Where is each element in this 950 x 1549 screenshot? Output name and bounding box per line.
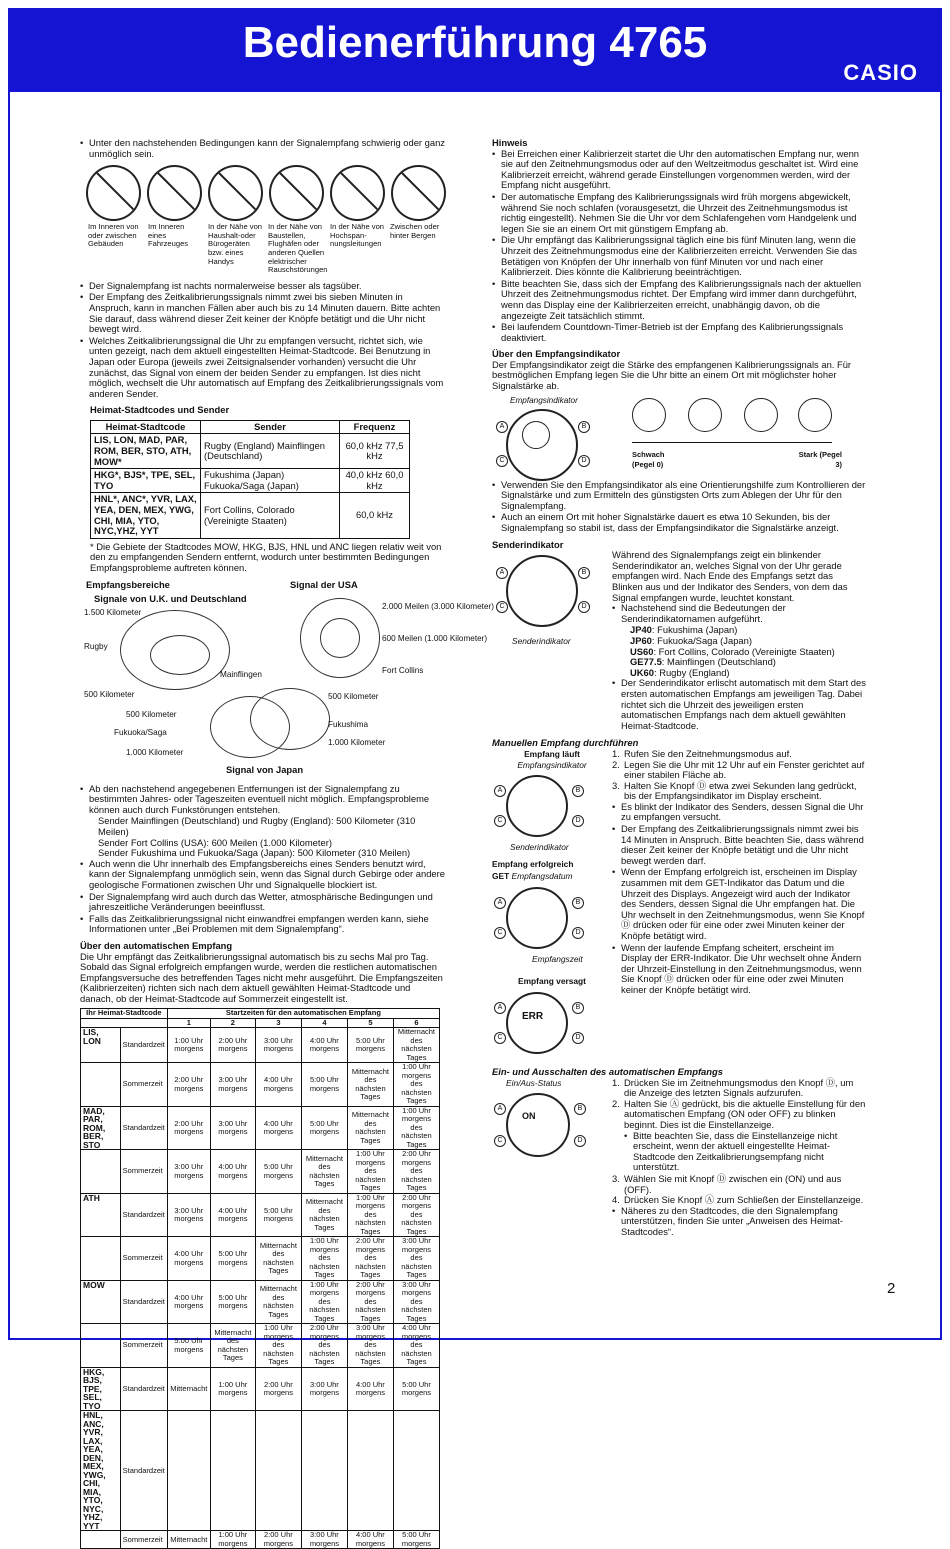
list-item: • Wenn der Empfang erfolgreich ist, erscheinen im Display zusammen mit dem GET-Indikator das Datum und die Uhrzeit des Displays. Angezeigt wird auch der Indikator des Senders, dessen Signal die Uhr empfangen hat. Die Uhr wechselt in den Zeitnehmungsmodus, wenn Sie Knopf Ⓓ drücken oder für eine oder zwei Minuten keiner der Knöpfe betätigt wird. — [612, 866, 865, 941]
table-row: HKG*, BJS*, TPE, SEL, TYO Fukushima (Japan) Fukuoka/Saga (Japan) 40,0 kHz 60,0 kHz — [91, 469, 410, 493]
reception-maps: Empfangsbereiche Signal der USA Signale von U.K. und Deutschland 1.500 Kilometer Rugby Mainflingen 500 Kilometer 2.000 Meilen (3.000 Kilometer) 600 Meilen (1.000 Kilometer) Fort Collins 500 Kilometer 500 Kilometer Fukuoka/Saga Fukushima 1.000 Kilometer 1.000 Kilometer Signal von Japan — [84, 578, 494, 775]
table-row: Sommerzeit 4:00 Uhr morgens 5:00 Uhr morgens Mitternacht des nächsten Tages 1:00 Uhr morgens des nächsten Tages 2:00 Uhr morgens des nächsten Tages 3:00 Uhr morgens des nächsten Tages — [81, 1237, 440, 1281]
bullet-list-1 — [80, 281, 446, 400]
brand-logo: CASIO — [843, 60, 918, 85]
onoff-section: Ein/Aus-Status ON A B C D 1. Drücken Sie im Zeitnehmungsmodus den Knopf Ⓓ, um die Anzeige des letzten Signals aufzurufen. 2. Halten Sie Ⓐ gedrückt, bis die aktuelle Einstellung für den automatischen Empfang (ON oder OFF) zu blinken beginnt. Dies ist die Einstellanzeige. • Bitte beachten Sie, dass die Einstellanzeige nicht erscheint, wenn der aktuell eingestellte Heimat-Stadtcode den Zeitkalibrierungsempfang nicht unterstützt. 3. Wählen Sie mit Knopf Ⓓ zwischen ein (ON) und aus (OFF). 4. Drücken Sie Knopf Ⓐ zum Schließen der Einstellanzeige. • Näheres zu den Stadtcodes, die den Signalempfang unterstützen, finden Sie unter „Anweisen des Heimat-Stadtcodes“. — [492, 1078, 866, 1239]
list-item: 4. Drücken Sie Knopf Ⓐ zum Schließen der Einstellanzeige. — [612, 1194, 864, 1206]
manual-section: Empfang läuft Empfangsindikator A B C D Senderindikator Empfang erfolgreich GET Empfangsdatum A B C D Empfangszeit Empfang versagt ERR A B C D 1. Rufen Sie den Zeitnehmungsmodus auf. 2. Legen Sie die Uhr mit 12 Uhr auf ein Fenster gerichtet auf einer stabilen Fläche ab. 3. Halten Sie Knopf Ⓓ etwa zwei Sekunden lang gedrückt, bis der Empfangsindikator im Display erscheint. • Es blinkt der Indikator des Senders, dessen Signal die Uhr zu empfangen versucht. • Der Empfang des Zeitkalibrierungssignals nimmt zwei bis 14 Minuten in Anspruch. Bitte beachten Sie, dass während dieser Zeit keiner der Knöpfe betätigt und die Uhr nicht bewegt werden darf. • Wenn der Empfang erfolgreich ist, erscheinen im Display zusammen mit dem GET-Indikator das Datum und die Uhrzeit des Displays. Angezeigt wird auch der Indikator des Senders, dessen Signal die Uhr empfangen hat. Die Uhr wechselt in den Zeitnehmungsmodus, wenn Sie Knopf Ⓓ drücken oder für eine oder zwei Minuten keiner der Knöpfe betätigt wird. • Wenn der laufende Empfang scheitert, erscheint im Display der ERR-Indikator. Die Uhr wechselt ohne Ändern der Uhrzeit-Einstellung in den Zeitnehmungsmodus, wenn Sie Knopf Ⓓ drücken oder für eine oder zwei Minuten keiner der Knöpfe betätigt wird. — [492, 749, 866, 1059]
section-heading: Senderindikator — [492, 538, 564, 550]
schedule-table: Ihr Heimat-Stadtcode Startzeiten für den automatischen Empfang 1 2 3 4 5 6 LIS, LON Standardzeit 1:00 Uhr morgens 2:00 Uhr morgens 3:00 Uhr morgens 4:00 Uhr morgens 5:00 Uhr morgens Mitternacht des nächsten Tages Sommerzeit 2:00 Uhr morgens 3:00 Uhr morgens 4:00 Uhr morgens 5:00 Uhr morgens Mitternacht des nächsten Tages 1:00 Uhr morgens des nächsten Tages MAD, PAR, ROM, BER, STO Standardzeit 2:00 Uhr morgens 3:00 Uhr morgens 4:00 Uhr morgens 5:00 Uhr morgens Mitternacht des nächsten Tages 1:00 Uhr morgens des nächsten Tages Sommerzeit 3:00 Uhr morgens 4:00 Uhr morgens 5:00 Uhr morgens Mitternacht des nächsten Tages 1:00 Uhr morgens des nächsten Tages 2:00 Uhr morgens des nächsten Tages ATH Standardzeit 3:00 Uhr morgens 4:00 Uhr morgens 5:00 Uhr morgens Mitternacht des nächsten Tages 1:00 Uhr morgens des nächsten Tages 2:00 Uhr morgens des nächsten Tages Sommerzeit 4:00 Uhr morgens 5:00 Uhr morgens Mitternacht des nächsten Tages 1:00 Uhr morgens des nächsten Tages 2:00 Uhr morgens des nächsten Tages 3:00 Uhr morgens des nächsten Tages MOW Standardzeit 4:00 Uhr morgens 5:00 Uhr morgens Mitternacht des nächsten Tages 1:00 Uhr morgens des nächsten Tages 2:00 Uhr morgens des nächsten Tages 3:00 Uhr morgens des nächsten Tages Sommerzeit 5:00 Uhr morgens Mitternacht des nächsten Tages 1:00 Uhr morgens des nächsten Tages 2:00 Uhr morgens des nächsten Tages 3:00 Uhr morgens des nächsten Tages 4:00 Uhr morgens des nächsten Tages HKG, BJS, TPE, SEL, TYO Standardzeit Mitternacht 1:00 Uhr morgens 2:00 Uhr morgens 3:00 Uhr morgens 4:00 Uhr morgens 5:00 Uhr morgens HNL, ANC, YVR, LAX, YEA, DEN, MEX, YWG, CHI, MIA, YTO, NYC, YHZ, YYT Standardzeit Sommerzeit Mitternacht 1:00 Uhr morgens 2:00 Uhr morgens 3:00 Uhr morgens 4:00 Uhr morgens 5:00 Uhr morgens — [80, 1008, 440, 1549]
page-title: Bedienerführung 4765 — [242, 18, 708, 67]
list-item: • Bitte beachten Sie, dass sich der Empfang des Kalibrierungssignals nach der aktuellen Uhrzeit des Zeitnehmungsmodus richtet. Der Empfang wird immer dann durchgeführt, wenn das Display eine der Kalibrierzeiten erreicht, unabhängig davon, ob die angezeigte Zeit tatsächlich stimmt. — [492, 277, 862, 321]
list-item: • Ab den nachstehend angegebenen Entfernungen ist der Signalempfang zu bestimmten Jahres- oder Tageszeiten eventuell nicht möglich. Empfangsprobleme können auch durch Funkstörungen entstehen. — [80, 782, 430, 815]
list-item: • Wenn der laufende Empfang scheitert, erscheint im Display der ERR-Indikator. Die Uhr wechselt ohne Ändern der Uhrzeit-Einstellung in den Zeitnehmungsmodus, wenn Sie Knopf Ⓓ drücken oder für eine oder zwei Minuten keiner der Knöpfe betätigt wird. — [612, 941, 862, 995]
table-row: Sommerzeit 3:00 Uhr morgens 4:00 Uhr morgens 5:00 Uhr morgens Mitternacht des nächsten Tages 1:00 Uhr morgens des nächsten Tages 2:00 Uhr morgens des nächsten Tages — [81, 1150, 440, 1194]
table-row: HNL, ANC, YVR, LAX, YEA, DEN, MEX, YWG, CHI, MIA, YTO, NYC, YHZ, YYT Standardzeit — [81, 1411, 440, 1531]
level-0-icon — [632, 398, 666, 432]
watch-illustration: A B C D — [492, 885, 592, 951]
list-item: US60: Fort Collins, Colorado (Vereinigte Staaten) — [630, 645, 835, 657]
table-row: MOW Standardzeit 4:00 Uhr morgens 5:00 Uhr morgens Mitternacht des nächsten Tages 1:00 Uhr morgens des nächsten Tages 2:00 Uhr morgens des nächsten Tages 3:00 Uhr morgens des nächsten Tages — [81, 1280, 440, 1324]
list-item: • Der Signalempfang wird auch durch das Wetter, atmosphärische Bedingungen und jahreszeitliche Veränderungen beeinflusst. — [80, 890, 433, 913]
appliance-icon — [208, 165, 263, 221]
sender-section: A B C D Senderindikator Während des Signalempfangs zeigt ein blinkender Senderindikator an, welches Signal von der Uhr gerade empfangen wird. Nach Ende des Empfangs setzt das Blinken aus und der Indikator des Senders, von dem das Signal empfangen wurde, leuchtet konstant. • Nachstehend sind die Bedeutungen der Senderindikatornamen aufgeführt. JP40: Fukushima (Japan) JP60: Fukuoka/Saga (Japan) US60: Fort Collins, Colorado (Vereinigte Staaten) GE77.5: Mainflingen (Deutschland) UK60: Rugby (England) • Der Senderindikator erlischt automatisch mit dem Start des ersten automatischen Empfangs am jeweiligen Tag. Dabei richtet sich die Uhrzeit des jeweiligen ersten automatischen Empfangs nach dem aktuell gewählten Heimat-Stadtcode. — [492, 550, 866, 732]
mountain-icon — [391, 165, 446, 221]
table-row: HNL*, ANC*, YVR, LAX, YEA, DEN, MEX, YWG, CHI, MIA, YTO, NYC,YHZ, YYT Fort Collins, Colorado (Vereinigte Staaten) 60,0 kHz — [91, 493, 410, 538]
page-number: 2 — [887, 1280, 896, 1297]
watch-illustration: A B C D — [492, 773, 592, 839]
right-column: Hinweis • Bei Erreichen einer Kalibrierzeit startet die Uhr den automatischen Empfang nur, wenn sie auf den Zeitnehmungsmodus oder auf den Weltzeitmodus geschaltet ist. Wird eine Kalibrierzeit erreicht, während gerade Einstellungen vorgenommen werden, wird der Empfang nicht ausgeführt. • Der automatische Empfang des Kalibrierungssignals wird früh morgens abgewickelt, während Sie noch schlafen (vorausgesetzt, die Uhrzeit des Zeitnehmungsmodus ist richtig eingestellt). Nehmen Sie die Uhr vor dem Schlafengehen vom Handgelenk und legen Sie sie an einem Ort mit günstigem Empfang ab. • Die Uhr empfängt das Kalibrierungssignal täglich eine bis fünf Minuten lang, wenn die Uhrzeit des Zeitnehmungsmodus eine der Kalibrierzeiten erreicht. Verwenden Sie das Betätigen von Knöpfen der Uhr innerhalb von fünf Minuten vor und nach einer Kalibrierzeit. Dies könnte die Kalibrierung beeinträchtigen. • Bitte beachten Sie, dass sich der Empfang des Kalibrierungssignals nach der aktuellen Uhrzeit des Zeitnehmungsmodus richtet. Der Empfang wird immer dann durchgeführt, wenn das Display eine der Kalibrierzeiten erreicht, unabhängig davon, ob die angezeigte Zeit tatsächlich stimmt. • Bei laufendem Countdown-Timer-Betrieb ist der Empfang des Kalibrierungssignals deaktiviert. Über den Empfangsindikator Der Empfangsindikator zeigt die Stärke des empfangenen Kalibrierungssignals an. Für bestmöglichen Empfang legen Sie die Uhr bitte an einem Ort mit möglichster hoher Signalstärke ab. Empfangsindikator A B C D Schwach (Pegel 0) Stark (Pegel 3) • Verwenden Sie den Empfangsindikator als eine Orientierungshilfe zum Kontrollieren der Signalstärke und zum Ermitteln des günstigsten Orts zum Ablegen der Uhr für den Signalempfang. • Auch an einem Ort mit hoher Signalstärke dauert es etwa 10 Sekunden, bis der Signalempfang so stabil ist, dass der Empfangsindikator die Signalstärke anzeigt. Senderindikator A B C D Senderindikator Während des Signalempfangs zeigt ein blinkender Senderindikator an, welches Signal von der Uhr gerade empfangen wird. Nach Ende des Empfangs setzt das Blinken aus und der Indikator des Senders, von dem das Signal empfangen wurde, leuchtet konstant. • Nachstehend sind die Bedeutungen der Senderindikatornamen aufgeführt. JP40: Fukushima (Japan) JP60: Fukuoka/Saga (Japan) US60: Fort Collins, Colorado (Vereinigte Staaten) GE77.5: Mainflingen (Deutschland) UK60: Rugby (England) • Der Senderindikator erlischt automatisch mit dem Start des ersten automatischen Empfangs am jeweiligen Tag. Dabei richtet sich die Uhrzeit des jeweiligen ersten automatischen Empfangs nach dem aktuell gewählten Heimat-Stadtcode. Manuellen Empfang durchführen Empfang läuft Empfangsindikator A B C D Senderindikator Empfang erfolgreich GET Empfangsdatum A B C D Empfangszeit Empfang versagt ERR A B C D 1. Rufen Sie den Zeitnehmungsmodus auf. 2. Legen Sie die Uhr mit 12 Uhr auf ein Fenster gerichtet auf einer stabilen Fläche ab. 3. Halten Sie Knopf Ⓓ etwa zwei Sekunden lang gedrückt, bis der Empfangsindikator im Display erscheint. • Es blinkt der Indikator des Senders, dessen Signal die Uhr zu empfangen versucht. • Der Empfang des Zeitkalibrierungssignals nimmt zwei bis 14 Minuten in Anspruch. Bitte beachten Sie, dass während dieser Zeit keiner der Knöpfe betätigt und die Uhr nicht bewegt werden darf. • Wenn der Empfang erfolgreich ist, erscheinen im Display zusammen mit dem GET-Indikator das Datum und die Uhrzeit des Displays. Angezeigt wird auch der Indikator des Senders, dessen Signal die Uhr empfangen hat. Die Uhr wechselt in den Zeitnehmungsmodus, wenn Sie Knopf Ⓓ drücken oder für eine oder zwei Minuten keiner der Knöpfe betätigt wird. • Wenn der laufende Empfang scheitert, erscheint im Display der ERR-Indikator. Die Uhr wechselt ohne Ändern der Uhrzeit-Einstellung in den Zeitnehmungsmodus, wenn Sie Knopf Ⓓ drücken oder für eine oder zwei Minuten keiner der Knöpfe betätigt wird. Ein- und Ausschalten des automatischen Empfangs Ein/Aus-Status ON A B C D 1. Drücken Sie im Zeitnehmungsmodus den Knopf Ⓓ, um die Anzeige des letzten Signals aufzurufen. 2. Halten Sie Ⓐ gedrückt, bis die aktuelle Einstellung für den automatischen Empfang (ON oder OFF) zu blinken beginnt. Dies ist die Einstellanzeige. • Bitte beachten Sie, dass die Einstellanzeige nicht erscheint, wenn der aktuell eingestellte Heimat-Stadtcode den Zeitkalibrierungsempfang nicht unterstützt. 3. Wählen Sie mit Knopf Ⓓ zwischen ein (ON) und aus (OFF). 4. Drücken Sie Knopf Ⓐ zum Schließen der Einstellanzeige. • Näheres zu den Stadtcodes, die den Signalempfang unterstützen, finden Sie unter „Anweisen des Heimat-Stadtcodes“. — [492, 137, 866, 1237]
table-row: HKG, BJS, TPE, SEL, TYO Standardzeit Mitternacht 1:00 Uhr morgens 2:00 Uhr morgens 3:00 Uhr morgens 4:00 Uhr morgens 5:00 Uhr morgens — [81, 1367, 440, 1411]
list-item: • Welches Zeitkalibrierungssignal die Uhr zu empfangen versucht, richtet sich, wie unten gezeigt, nach dem aktuell eingestellten Heimat-Stadtcode. Bei Benutzung in Japan oder Europa (jeweils zwei Zeitsignalsender vorhanden) versucht die Uhr zunächst, das Signal von einem der beiden Sender zu empfangen. Ist dies nicht möglich, wechselt die Uhr automatisch auf Empfang des Zeitkalibrierungssignals vom anderen Sender. — [80, 334, 444, 399]
list-item: 2. Legen Sie die Uhr mit 12 Uhr auf ein Fenster gerichtet auf einer stabilen Fläche ab. — [612, 758, 865, 781]
table-row: LIS, LON Standardzeit 1:00 Uhr morgens 2:00 Uhr morgens 3:00 Uhr morgens 4:00 Uhr morgens 5:00 Uhr morgens Mitternacht des nächsten Tages — [81, 1028, 440, 1063]
list-item: • Der Empfang des Zeitkalibrierungssignals nimmt zwei bis sieben Minuten in Anspruch, kann in manchen Fällen aber auch bis zu 14 Minuten dauern. Bitte achten Sie darauf, dass während dieser Zeit keiner der Knöpfe betätigt und die Uhr nicht bewegt wird. — [80, 291, 441, 335]
icon-captions: Im Inneren von oder zwischen Gebäuden Im Inneren eines Fahrzeuges In der Nähe von Haushalt-oder Bürogeräten bzw. eines Handys In der Nähe von Baustellen, Flughäfen oder anderen Quellen elektrischer Rauschstörungen In der Nähe von Hochspan-nungsleitungen Zwischen oder hinter Bergen — [88, 222, 440, 275]
watch-illustration: A B C D — [492, 407, 592, 487]
header-bar — [10, 10, 940, 92]
bullet-list-2: • Ab den nachstehend angegebenen Entfernungen ist der Signalempfang zu bestimmten Jahres- oder Tageszeiten eventuell nicht möglich. Empfangsprobleme können auch durch Funkstörungen entstehen. Sender Mainflingen (Deutschland) und Rugby (England): 500 Kilometer (310 Meilen) Sender Fort Collins (USA): 600 Meilen (1.000 Kilometer) Sender Fukushima und Fukuoka/Saga (Japan): 500 Kilometer (310 Meilen) • Auch wenn die Uhr innerhalb des Empfangsbereichs eines Senders benutzt wird, kann der Signalempfang unmöglich sein, wenn das Signal durch Gebirge oder andere geologische Formationen zwischen Uhr und Signalquelle blockiert ist. • Der Signalempfang wird auch durch das Wetter, atmosphärische Bedingungen und jahreszeitliche Veränderungen beeinflusst. • Falls das Zeitkalibrierungssignal nicht einwandfrei empfangen werden kann, siehe Informationen unter „Bei Problemen mit dem Signalempfang“. — [80, 782, 445, 935]
list-item: GE77.5: Mainflingen (Deutschland) — [630, 656, 776, 668]
usa-inner-ring — [320, 618, 360, 658]
column-number: 5 — [347, 1018, 393, 1028]
table-note: * Die Gebiete der Stadtcodes MOW, HKG, BJS, HNL und ANC liegen relativ weit von den zu empfangenden Sendern entfernt, wodurch unter bestimmten Bedingungen Empfangsprobleme auftreten können. — [90, 540, 442, 573]
table-row: MAD, PAR, ROM, BER, STO Standardzeit 2:00 Uhr morgens 3:00 Uhr morgens 4:00 Uhr morgens 5:00 Uhr morgens Mitternacht des nächsten Tages 1:00 Uhr morgens des nächsten Tages — [81, 1106, 440, 1150]
table-row: Sommerzeit 2:00 Uhr morgens 3:00 Uhr morgens 4:00 Uhr morgens 5:00 Uhr morgens Mitternacht des nächsten Tages 1:00 Uhr morgens des nächsten Tages — [81, 1063, 440, 1107]
column-number: 1 — [167, 1018, 210, 1028]
list-item: 3. Halten Sie Knopf Ⓓ etwa zwei Sekunden lang gedrückt, bis der Empfangsindikator im Display erscheint. — [612, 779, 857, 802]
level-1-icon — [688, 398, 722, 432]
list-item: 1. Rufen Sie den Zeitnehmungsmodus auf. — [612, 747, 792, 759]
list-item: • Nachstehend sind die Bedeutungen der Senderindikatornamen aufgeführt. — [612, 602, 786, 624]
strength-arrow — [632, 442, 832, 444]
list-item: • Der Signalempfang ist nachts normalerweise besser als tagsüber. — [80, 279, 362, 291]
list-item: 3. Wählen Sie mit Knopf Ⓓ zwischen ein (ON) und aus (OFF). — [612, 1173, 842, 1195]
list-item: • Die Uhr empfängt das Kalibrierungssignal täglich eine bis fünf Minuten lang, wenn die Uhrzeit des Zeitnehmungsmodus eine der Kalibrierzeiten erreicht. Verwenden Sie das Betätigen von Knöpfen der Uhr innerhalb von fünf Minuten vor und nach einer Kalibrierzeit. Dies könnte die Kalibrierung beeinträchtigen. — [492, 234, 857, 278]
list-item: 1. Drücken Sie im Zeitnehmungsmodus den Knopf Ⓓ, um die Anzeige des letzten Signals aufzurufen. — [612, 1076, 854, 1099]
station-table: Heimat-Stadtcode Sender Frequenz LIS, LON, MAD, PAR, ROM, BER, STO, ATH, MOW* Rugby (England) Mainflingen (Deutschland) 60,0 kHz 77,5 kHz HKG*, BJS*, TPE, SEL, TYO Fukushima (Japan) Fukuoka/Saga (Japan) 40,0 kHz 60,0 kHz HNL*, ANC*, YVR, LAX, YEA, DEN, MEX, YWG, CHI, MIA, YTO, NYC,YHZ, YYT Fort Collins, Colorado (Vereinigte Staaten) 60,0 kHz — [90, 420, 410, 539]
vehicle-icon — [147, 165, 202, 221]
buildings-icon — [86, 165, 141, 221]
list-item: JP40: Fukushima (Japan) — [630, 624, 738, 636]
section-heading: Ein- und Ausschalten des automatischen Empfangs — [492, 1066, 723, 1078]
table-row: LIS, LON, MAD, PAR, ROM, BER, STO, ATH, MOW* Rugby (England) Mainflingen (Deutschland) 60,0 kHz 77,5 kHz — [91, 434, 410, 469]
watch-illustration: A B C D — [492, 553, 592, 633]
list-item: • Es blinkt der Indikator des Senders, dessen Signal die Uhr zu empfangen versucht. — [612, 800, 864, 823]
section-heading: Manuellen Empfang durchführen — [492, 737, 639, 749]
uk-inner-ring — [150, 635, 210, 675]
list-item: • Der Empfang des Zeitkalibrierungssignals nimmt zwei bis 14 Minuten in Anspruch. Bitte beachten Sie, dass während dieser Zeit keiner der Knöpfe betätigt und die Uhr nicht bewegt werden darf. — [612, 823, 864, 866]
sender-code-list — [612, 625, 866, 678]
intro-bullet: • Unter den nachstehenden Bedingungen kann der Signalempfang schwierig oder ganz unmöglich sein. — [80, 137, 445, 159]
list-item: • Näheres zu den Stadtcodes, die den Signalempfang unterstützen, finden Sie unter „Anweisen des Heimat-Stadtcodes“. — [612, 1204, 843, 1237]
list-item: 2. Halten Sie Ⓐ gedrückt, bis die aktuelle Einstellung für den automatischen Empfang (ON oder OFF) zu blinken beginnt. Dies ist die Einstellanzeige. — [612, 1097, 866, 1131]
section-heading: Über den Empfangsindikator — [492, 348, 621, 360]
list-item: • Auch wenn die Uhr innerhalb des Empfangsbereichs eines Senders benutzt wird, kann der Signalempfang unmöglich sein, wenn das Signal durch Gebirge oder andere geologische Formationen zwischen Uhr und Signalquelle blockiert ist. — [80, 857, 445, 890]
table-row: Sommerzeit Mitternacht 1:00 Uhr morgens 2:00 Uhr morgens 3:00 Uhr morgens 4:00 Uhr morgens 5:00 Uhr morgens — [81, 1531, 440, 1549]
construction-icon — [269, 165, 324, 221]
list-item: JP60: Fukuoka/Saga (Japan) — [630, 634, 752, 646]
column-number: 4 — [301, 1018, 347, 1028]
watch-illustration: ON A B C D — [492, 1091, 592, 1161]
watch-illustration: ERR A B C D — [492, 990, 592, 1056]
list-item: • Der automatische Empfang des Kalibrierungssignals wird früh morgens abgewickelt, während Sie noch schlafen (vorausgesetzt, die Uhrzeit des Zeitnehmungsmodus ist richtig eingestellt). Nehmen Sie die Uhr vor dem Schlafengehen vom Handgelenk und legen Sie sie an einem Ort mit günstigem Empfang ab. — [492, 190, 857, 234]
list-item: • Verwenden Sie den Empfangsindikator als eine Orientierungshilfe zum Kontrollieren der Signalstärke und zum Ermitteln des günstigsten Orts zum Ablegen der Uhr für den Signalempfang. — [492, 478, 866, 511]
list-item: • Bei Erreichen einer Kalibrierzeit startet die Uhr den automatischen Empfang nur, wenn sie auf den Zeitnehmungsmodus oder auf den Weltzeitmodus geschaltet ist. Wird eine Kalibrierzeit erreicht, während gerade Einstellungen vorgenommen werden, wird der Empfang nicht ausgeführt. — [492, 147, 860, 191]
column-number: 6 — [393, 1018, 439, 1028]
power-line-icon — [330, 165, 385, 221]
list-item: • Falls das Zeitkalibrierungssignal nicht einwandfrei empfangen werden kann, siehe Informationen unter „Bei Problemen mit dem Signalempfang“. — [80, 912, 429, 935]
table-row: Sommerzeit 5:00 Uhr morgens Mitternacht des nächsten Tages 1:00 Uhr morgens des nächsten Tages 2:00 Uhr morgens des nächsten Tages 3:00 Uhr morgens des nächsten Tages 4:00 Uhr morgens des nächsten Tages — [81, 1324, 440, 1368]
left-column — [80, 137, 494, 1549]
level-3-icon — [798, 398, 832, 432]
column-number: 2 — [210, 1018, 255, 1028]
section-heading: Über den automatischen Empfang — [80, 939, 233, 951]
signal-indicator-diagram: Empfangsindikator A B C D Schwach (Pegel 0) Stark (Pegel 3) — [492, 392, 866, 480]
list-item: UK60: Rugby (England) — [630, 666, 730, 678]
list-item: • Bitte beachten Sie, dass die Einstellanzeige nicht erscheint, wenn der aktuell eingestellte Heimat-Stadtcode den Zeitkalibrierungsempfang nicht unterstützt. — [624, 1129, 838, 1173]
auto-paragraph: Die Uhr empfängt das Zeitkalibrierungssignal automatisch bis zu sechs Mal pro Tag. Sobald das Signal erfolgreich empfangen wurde, werden die restlichen automatischen Empfangsversuche des betreffenden Tages nicht mehr ausgeführt. Die Empfangszeiten (Kalibrierzeiten) richten sich nach dem aktuell gewählten Heimat-Stadtcode und danach, ob der Heimat-Stadtcode auf Sommerzeit eingestellt ist. — [80, 950, 443, 1004]
section-heading: Hinweis — [492, 137, 528, 148]
level-2-icon — [744, 398, 778, 432]
list-item: • Auch an einem Ort mit hoher Signalstärke dauert es etwa 10 Sekunden, bis der Signalempfang so stabil ist, dass der Empfangsindikator die Signalstärke anzeigt. — [492, 511, 839, 534]
condition-icons — [86, 165, 446, 221]
list-item: • Der Senderindikator erlischt automatisch mit dem Start des ersten automatischen Empfangs am jeweiligen Tag. Dabei richtet sich die Uhrzeit des jeweiligen ersten automatischen Empfangs nach dem aktuell gewählten Heimat-Stadtcode. — [612, 677, 866, 731]
list-item: • Bei laufendem Countdown-Timer-Betrieb ist der Empfang des Kalibrierungssignals deaktiviert. — [492, 321, 844, 343]
japan-coverage-ring-2 — [250, 688, 330, 750]
table-row: ATH Standardzeit 3:00 Uhr morgens 4:00 Uhr morgens 5:00 Uhr morgens Mitternacht des nächsten Tages 1:00 Uhr morgens des nächsten Tages 2:00 Uhr morgens des nächsten Tages — [81, 1193, 440, 1237]
table-title: Heimat-Stadtcodes und Sender — [90, 404, 230, 416]
column-number: 3 — [255, 1018, 301, 1028]
